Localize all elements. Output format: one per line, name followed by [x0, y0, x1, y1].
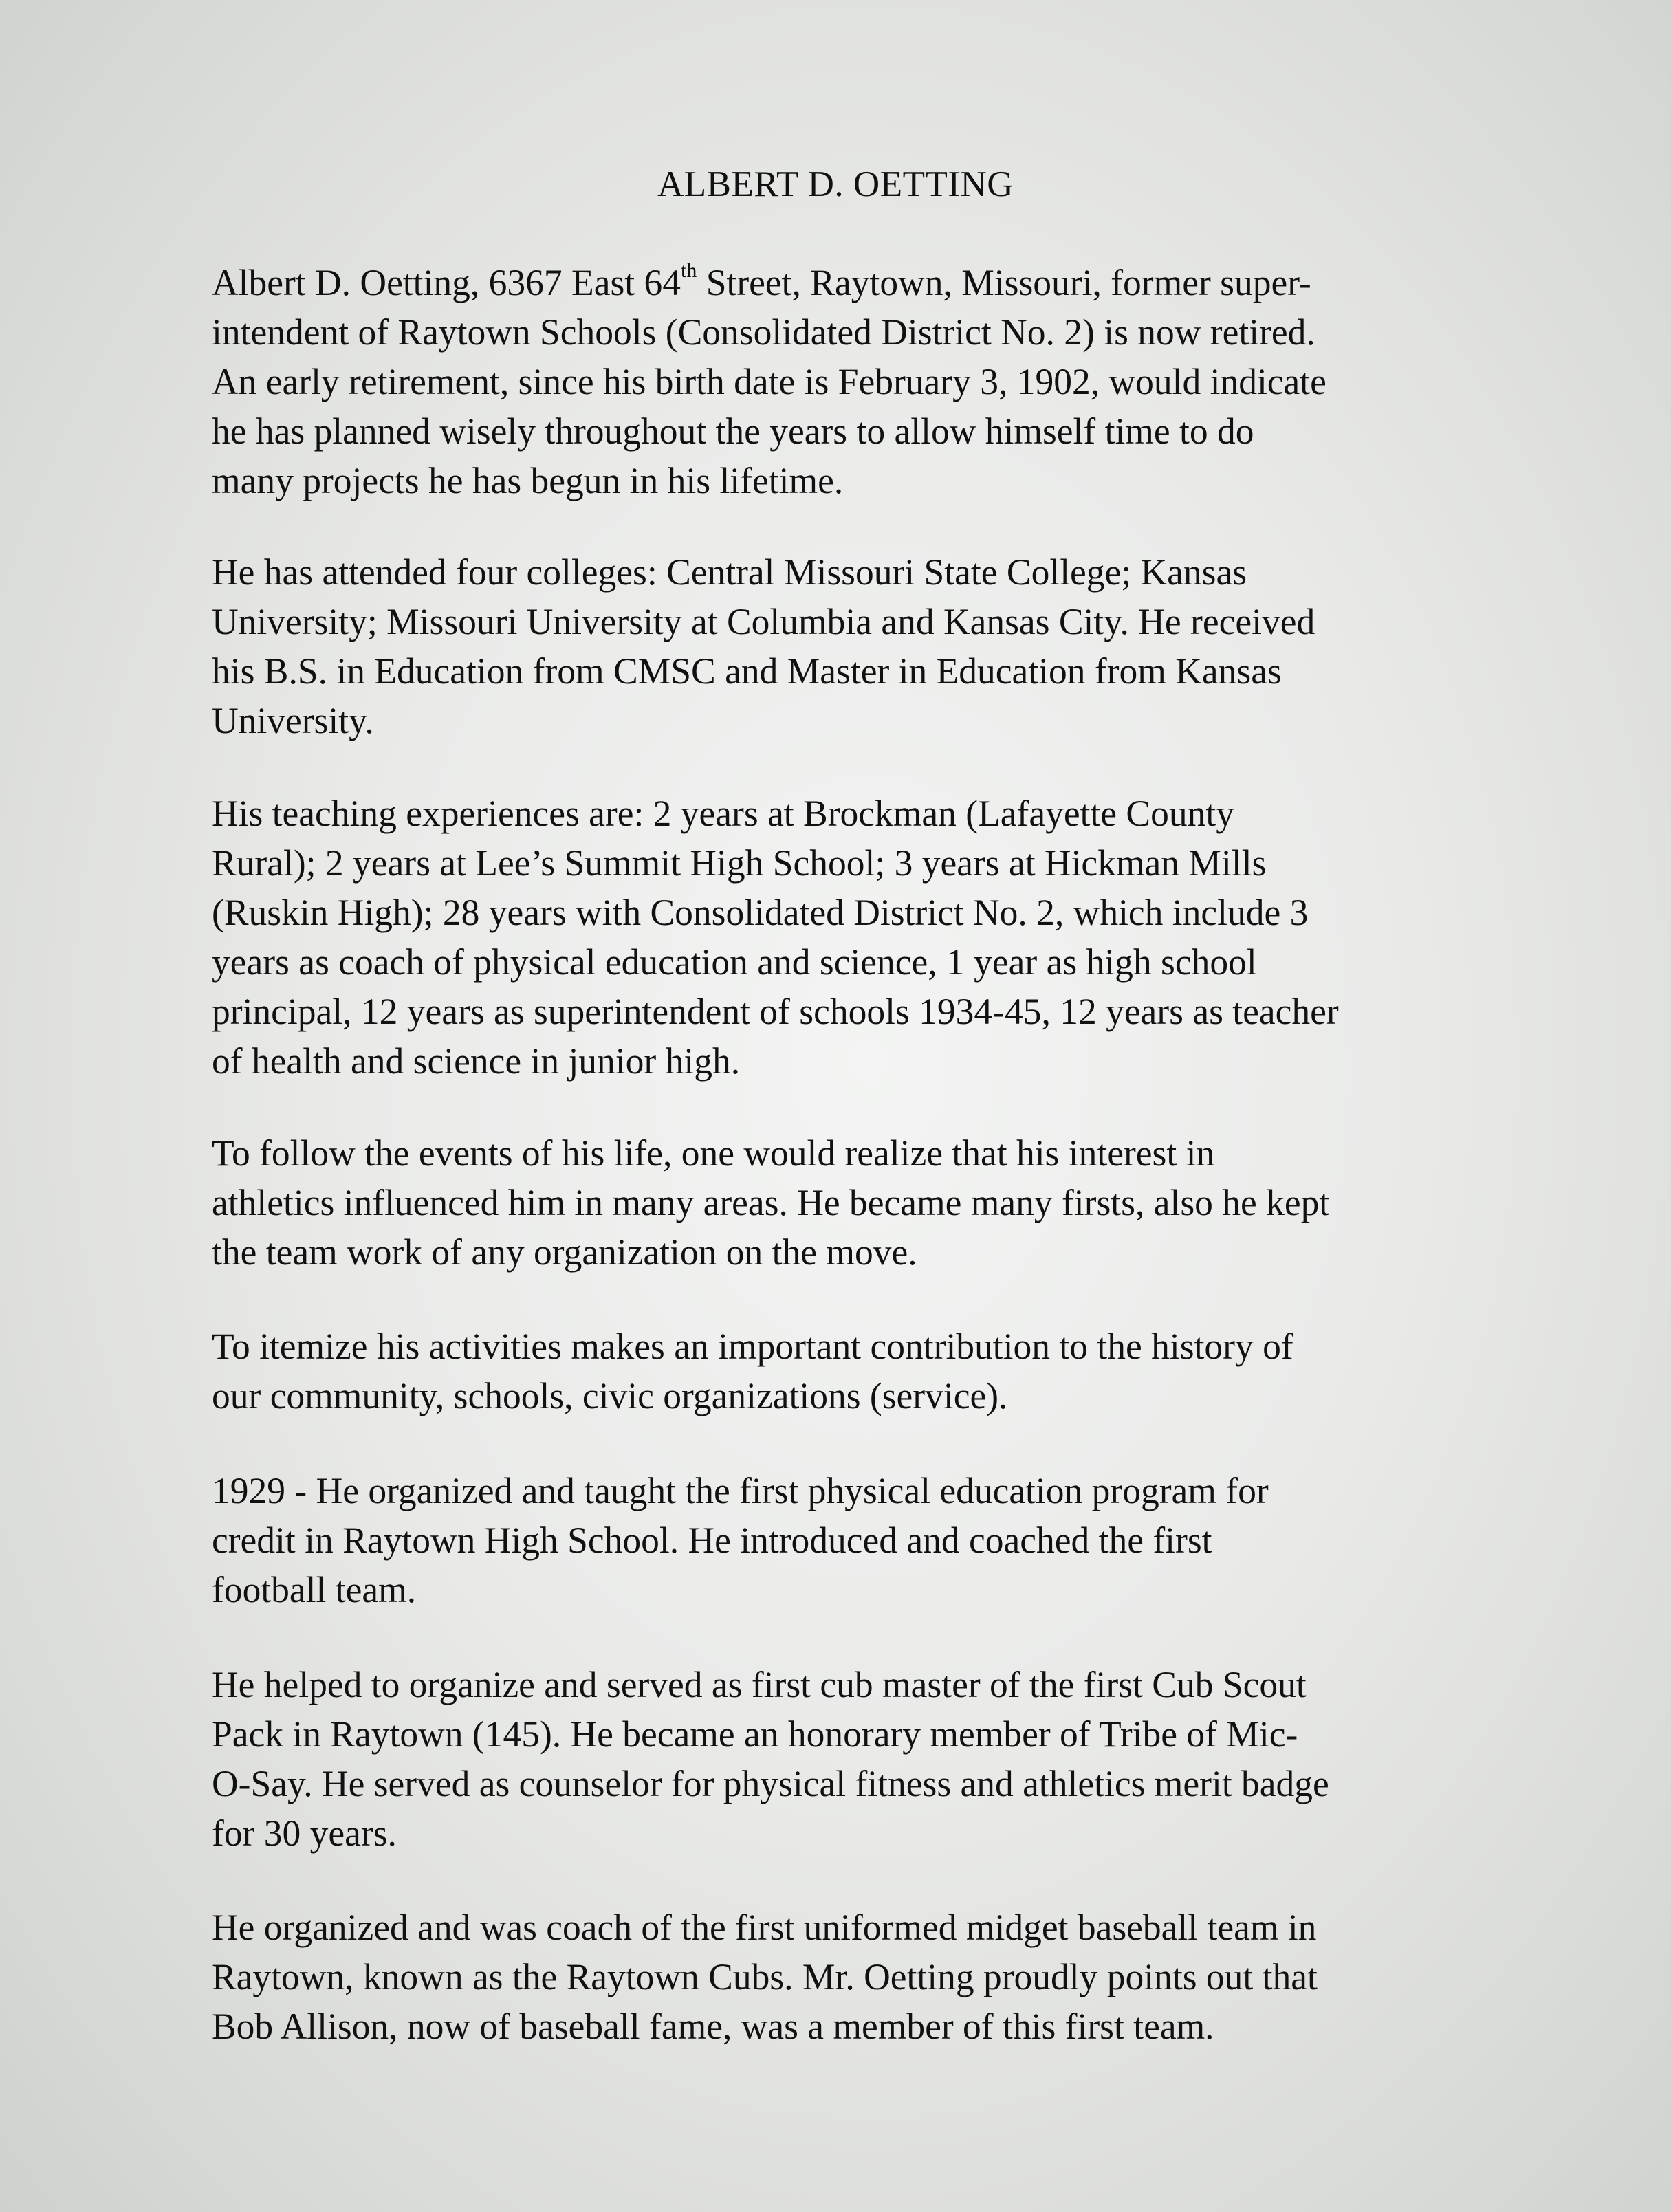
text-line: 1929 - He organized and taught the first physical education program for: [212, 1470, 1269, 1511]
text-line: To follow the events of his life, one would realize that his interest in: [212, 1132, 1215, 1174]
text-line: His teaching experiences are: 2 years at Brockman (Lafayette County: [212, 793, 1234, 834]
text-line: the team work of any organization on the move.: [212, 1231, 917, 1273]
paragraph-4: [212, 1128, 1539, 1277]
text-line: An early retirement, since his birth date is February 3, 1902, would indicate: [212, 361, 1326, 402]
text-line: years as coach of physical education and science, 1 year as high school: [212, 941, 1257, 983]
text-line: O-Say. He served as counselor for physical fitness and athletics merit badge: [212, 1763, 1329, 1804]
paragraph-3: [212, 789, 1539, 1086]
text-line: he has planned wisely throughout the years to allow himself time to do: [212, 410, 1254, 452]
text-line: He has attended four colleges: Central Missouri State College; Kansas: [212, 551, 1247, 593]
text-line: Rural); 2 years at Lee’s Summit High School; 3 years at Hickman Mills: [212, 842, 1267, 884]
paragraph-5: [212, 1322, 1539, 1421]
paragraph-2: [212, 547, 1539, 745]
text-line: many projects he has begun in his lifetime.: [212, 460, 844, 501]
text-line: To itemize his activities makes an important contribution to the history of: [212, 1326, 1293, 1367]
text-line: for 30 years.: [212, 1813, 397, 1854]
text-line: football team.: [212, 1569, 417, 1610]
text-line: his B.S. in Education from CMSC and Master in Education from Kansas: [212, 650, 1282, 692]
text-line: principal, 12 years as superintendent of schools 1934-45, 12 years as teacher: [212, 991, 1339, 1032]
text-line: Bob Allison, now of baseball fame, was a member of this first team.: [212, 2006, 1214, 2047]
superscript: th: [681, 259, 697, 282]
text-line: He helped to organize and served as first cub master of the first Cub Scout: [212, 1664, 1307, 1705]
paragraph-1: [212, 258, 1539, 505]
text-line: (Ruskin High); 28 years with Consolidated District No. 2, which include 3: [212, 892, 1309, 933]
paragraph-8: [212, 1903, 1539, 2051]
text-line: our community, schools, civic organizations (service).: [212, 1375, 1008, 1416]
document-title: ALBERT D. OETTING: [657, 164, 1014, 204]
text-line: He organized and was coach of the first uniformed midget baseball team in: [212, 1907, 1317, 1948]
text-line: athletics influenced him in many areas. He became many firsts, also he kept: [212, 1182, 1330, 1223]
paragraph-7: [212, 1660, 1539, 1858]
text-segment: Street, Raytown, Missouri, former super-: [697, 262, 1311, 303]
text-line: University.: [212, 700, 374, 741]
text-line: University; Missouri University at Columbia and Kansas City. He received: [212, 601, 1315, 642]
text-line: intendent of Raytown Schools (Consolidated District No. 2) is now retired.: [212, 311, 1315, 353]
text-line: of health and science in junior high.: [212, 1040, 741, 1082]
text-line: Pack in Raytown (145). He became an honorary member of Tribe of Mic-: [212, 1713, 1298, 1755]
text-line: credit in Raytown High School. He introduced and coached the first: [212, 1520, 1212, 1561]
paragraph-6: [212, 1466, 1539, 1614]
text-line: Raytown, known as the Raytown Cubs. Mr. Oetting proudly points out that: [212, 1956, 1318, 1997]
text-segment: Albert D. Oetting, 6367 East 64: [212, 262, 681, 303]
text-line: [212, 258, 1539, 307]
